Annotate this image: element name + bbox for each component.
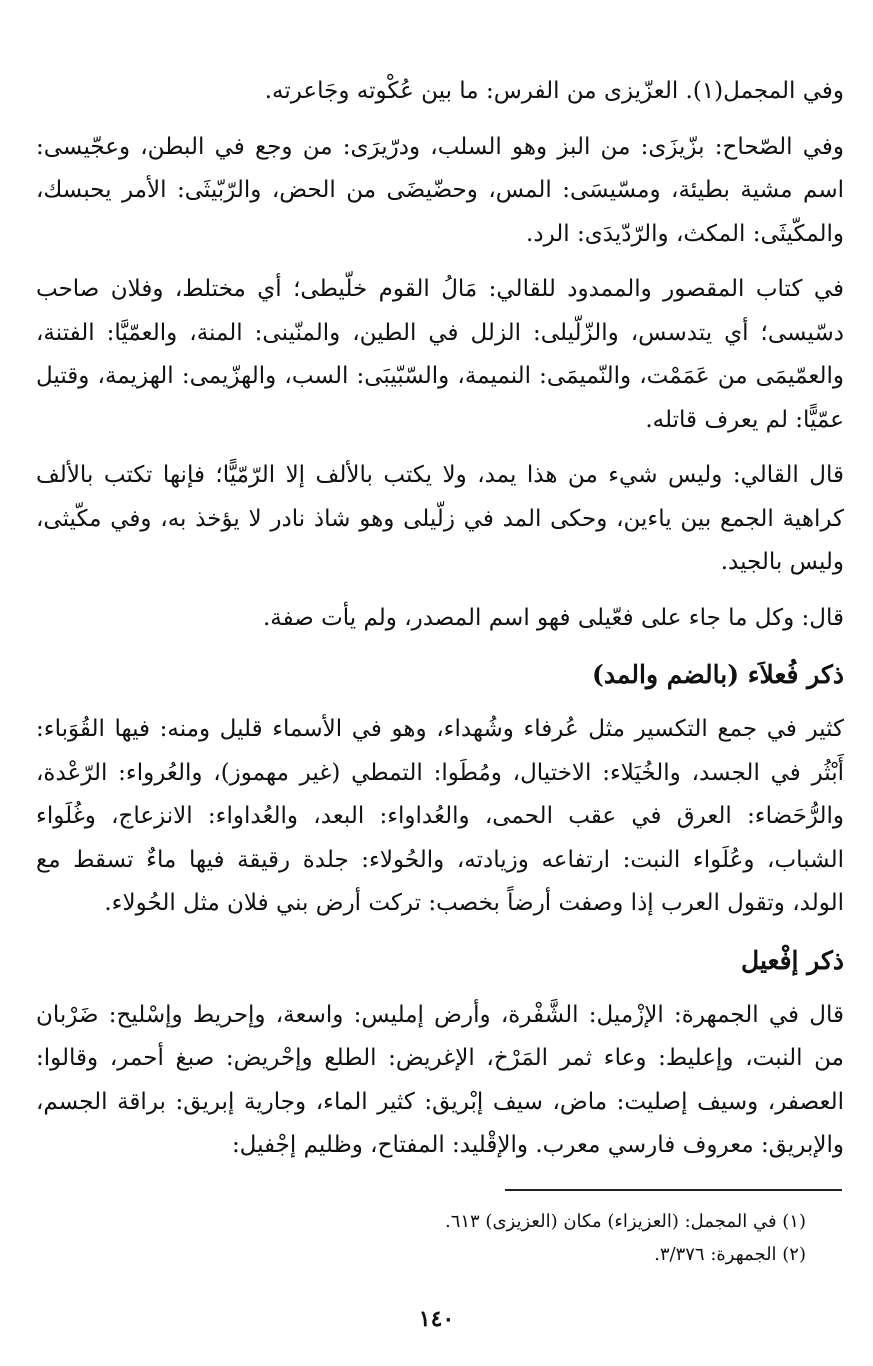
section-heading-ifil: ذكر إفْعيل (741, 945, 844, 975)
footnote-2: (٢) الجمهرة: ٣/٣٧٦. (654, 1244, 806, 1265)
paragraph-fulala: كثير في جمع التكسير مثل عُرفاء وشُهداء، وهو في الأسماء قليل ومنه: فيها القُوَباء: أَبْثُر في الجسد، والخُيَلاء: الاختيال، ومُطَوا: التمطي (غير مهموز)، والعُرواء: الرّعْدة، والرُّحَضاء: العرق في عقب الحمى، والعُداواء: البعد، والعُداواء: الانزعاج، وغُلَواء الشباب، وعُلَواء النبت: ارتفاعه وزيادته، والحُولاء: جلدة رقيقة فيها ماءٌ تسقط مع الولد، وتقول العرب إذا وصفت أرضاً بخصب: تركت أرض بني فلان مثل الحُولاء. (36, 716, 844, 916)
paragraph-qal-kull: قال: وكل ما جاء على فعّيلى فهو اسم المصدر، ولم يأت صفة. (262, 604, 844, 631)
paragraph-ifil: قال في الجمهرة: الإزْميل: الشَّفْرة، وأرض إمليس: واسعة، وإحريط وإسْليح: ضَرْبان من النبت، وإعليط: وعاء ثمر المَرْخ، الإغريض: الطلع وإحْريض: صبغ أحمر، وقالوا: العصفر، وسيف إصليت: ماض، سيف إبْريق: كثير الماء، وجارية إبريق: براقة الجسم، والإبريق: معروف فارسي معرب. والإقْليد: المفتاح، وظليم إجْفيل: (36, 1001, 844, 1158)
paragraph-qali-book: في كتاب المقصور والممدود للقالي: مَالُ القوم خلّيطى؛ أي مختلط، وفلان صاحب دسّيسى؛ أي يتدسس، والزّلّيلى: الزلل في الطين، والمنّينى: المنة، والعمّيَّا: الفتنة، والعمّيمَى من عَمَمْت، والنّميمَى: النميمة، والسّبّيبَى: السب، والهزّيمى: الهزيمة، وقتيل عمّيًّا: لم يعرف قاتله. (36, 276, 844, 433)
footnote-1: (١) في المجمل: (العزيزاء) مكان (العزيزى) ٦١٣. (444, 1211, 806, 1232)
paragraph-mujmal: وفي المجمل(١). العزّيزى من الفرس: ما بين عُكْوته وجَاعرته. (264, 78, 844, 104)
paragraph-sihah: وفي الصّحاح: بزّيزَى: من البز وهو السلب، ودرّيرَى: من وجع في البطن، وعجّيسى: اسم مشية بطيئة، ومسّيسَى: المس، وحضّيضَى من الحض، والرّبّيثَى: الأمر يحبسك، والمكّيثَى: المكث، والرّدّيدَى: الرد. (36, 133, 844, 247)
footnotes (36, 1205, 806, 1271)
footnote-divider (505, 1189, 842, 1191)
section-heading-fulala: ذكر فُعلاَء (بالضم والمد) (591, 660, 844, 689)
page-number: ١٤٠ (418, 1306, 455, 1332)
paragraph-qali-said: قال القالي: وليس شيء من هذا يمد، ولا يكتب بالألف إلا الرّمّيًّا؛ فإنها تكتب بالألف كراهية الجمع بين ياءين، وحكى المد في زلّيلى وهو شاذ نادر لا يؤخذ به، وفي مكّيثى، وليس بالجيد. (36, 462, 844, 575)
page-body (36, 70, 844, 1180)
